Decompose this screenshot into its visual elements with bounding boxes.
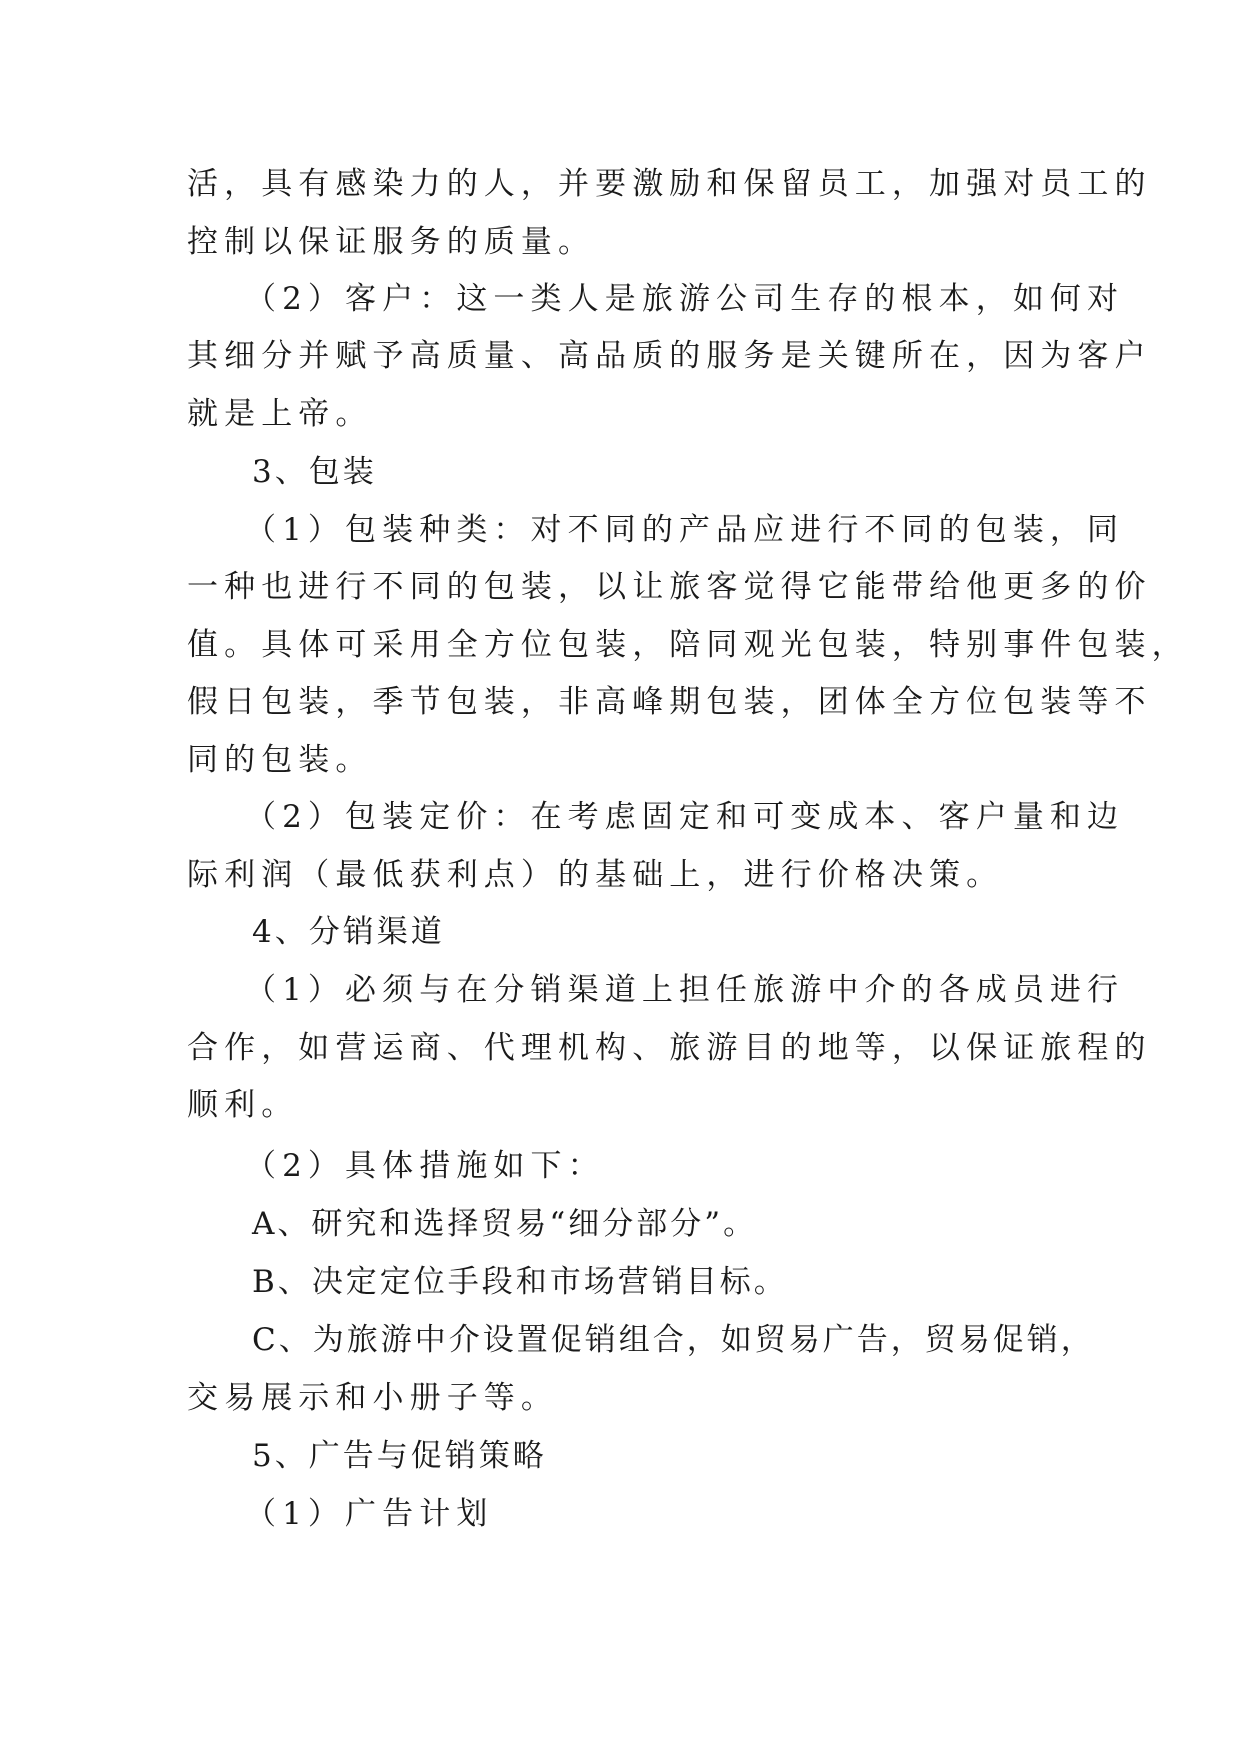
paragraph-line: 同的包装。	[187, 742, 373, 778]
paragraph-line: 际利润（最低获利点）的基础上，进行价格决策。	[187, 857, 1004, 893]
paragraph-line: （1）必须与在分销渠道上担任旅游中介的各成员进行	[245, 972, 1125, 1008]
paragraph-line: 值。具体可采用全方位包装，陪同观光包装，特别事件包装，	[187, 627, 1189, 663]
paragraph-line: 交易展示和小册子等。	[187, 1380, 558, 1416]
paragraph-line: （2）客户：这一类人是旅游公司生存的根本，如何对	[245, 281, 1125, 317]
paragraph-line: 合作，如营运商、代理机构、旅游目的地等，以保证旅程的	[187, 1030, 1152, 1066]
paragraph-line: （2）包装定价：在考虑固定和可变成本、客户量和边	[245, 799, 1125, 835]
paragraph-line: （1）包装种类：对不同的产品应进行不同的包装，同	[245, 512, 1125, 548]
section-heading: 5、广告与促销策略	[252, 1438, 547, 1474]
section-heading: 3、包装	[252, 454, 377, 490]
section-heading: 4、分销渠道	[252, 914, 445, 950]
paragraph-line: （1）广告计划	[245, 1496, 494, 1532]
paragraph-line: 活，具有感染力的人，并要激励和保留员工，加强对员工的	[187, 166, 1152, 202]
paragraph-line: 一种也进行不同的包装，以让旅客觉得它能带给他更多的价	[187, 569, 1152, 605]
paragraph-line: 就是上帝。	[187, 396, 373, 432]
paragraph-line: 其细分并赋予高质量、高品质的服务是关键所在，因为客户	[187, 338, 1152, 374]
paragraph-line: （2）具体措施如下：	[245, 1148, 605, 1184]
list-item: C、为旅游中介设置促销组合，如贸易广告，贸易促销，	[252, 1322, 1095, 1358]
list-item: B、决定定位手段和市场营销目标。	[252, 1264, 788, 1300]
paragraph-line: 假日包装，季节包装，非高峰期包装，团体全方位包装等不	[187, 684, 1152, 720]
paragraph-line: 顺利。	[187, 1087, 299, 1123]
list-item: A、研究和选择贸易“细分部分”。	[252, 1206, 758, 1242]
paragraph-line: 控制以保证服务的质量。	[187, 224, 596, 260]
